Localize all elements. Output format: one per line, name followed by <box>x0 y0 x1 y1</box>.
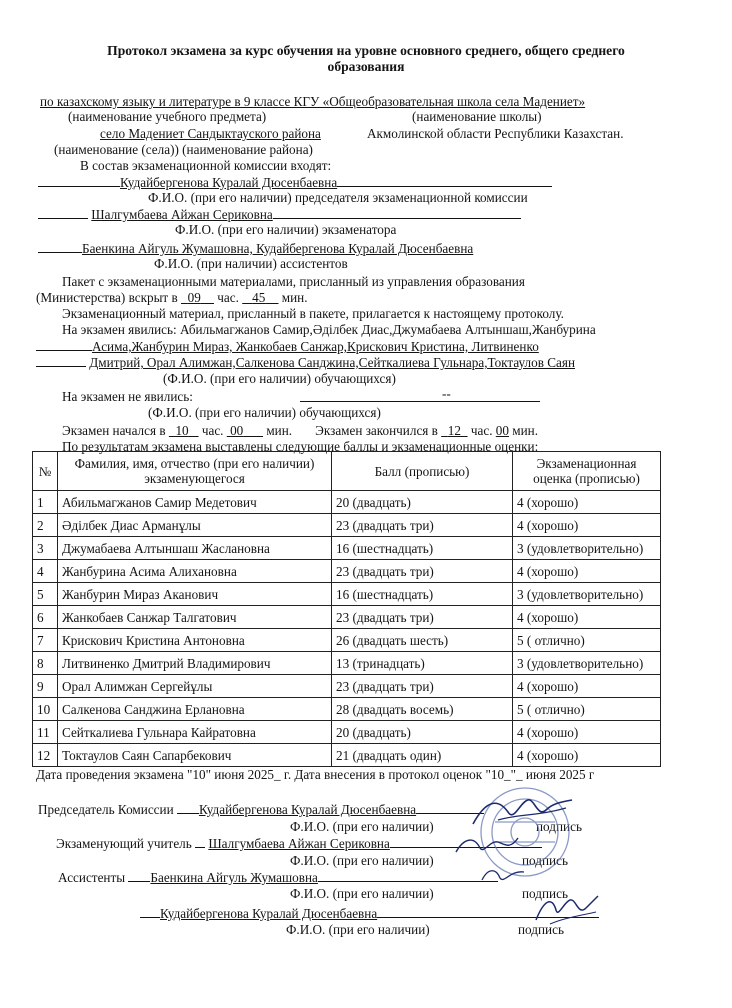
material-line: Экзаменационный материал, присланный в пакете, прилагается к настоящему протоколу. <box>62 306 564 321</box>
header-grade: Экзаменационная оценка (прописью) <box>513 452 661 491</box>
table-header-row <box>33 452 661 491</box>
caption-subject: (наименование учебного предмета) <box>68 109 267 124</box>
grade: 4 (хорошо) <box>513 514 661 537</box>
score: 28 (двадцать восемь) <box>332 698 513 721</box>
student-name: Орал Алимжан Сергейұлы <box>58 675 332 698</box>
score: 16 (шестнадцать) <box>332 583 513 606</box>
start-min-unit: мин. <box>266 423 293 438</box>
row-number: 6 <box>33 606 58 629</box>
appeared-line3: Дмитрий, Орал Алимжан,Салкенова Санджина,Сейткалиева Гульнара,Токтаулов Саян <box>89 355 576 370</box>
score: 23 (двадцать три) <box>332 514 513 537</box>
absent-line <box>300 386 540 406</box>
row-number: 10 <box>33 698 58 721</box>
caption-signature-1: подпись <box>536 819 582 834</box>
caption-assistants: Ф.И.О. (при наличии) ассистентов <box>154 256 348 271</box>
table-row <box>33 675 661 698</box>
table-row <box>33 491 661 514</box>
student-name: Абильмагжанов Самир Медетович <box>58 491 332 514</box>
caption-signature-3: подпись <box>522 886 568 901</box>
exam-time-line <box>62 423 538 439</box>
packet-hour-unit: час. <box>217 290 239 305</box>
score: 26 (двадцать шесть) <box>332 629 513 652</box>
caption-chair: Ф.И.О. (при его наличии) председателя экзаменационной комиссии <box>148 190 528 205</box>
teacher-sign-name: Шалгумбаева Айжан Сериковна <box>208 836 390 851</box>
grade: 4 (хорошо) <box>513 675 661 698</box>
student-name: Жанбурина Асима Алихановна <box>58 560 332 583</box>
student-name: Сейткалиева Гульнара Кайратовна <box>58 721 332 744</box>
appeared-line1: На экзамен явились: Абильмагжанов Самир,Әділбек Диас,Джумабаева Алтыншаш,Жанбурина <box>62 322 596 337</box>
grade: 4 (хорошо) <box>513 491 661 514</box>
end-hour-unit: час. <box>470 423 493 438</box>
caption-absent: (Ф.И.О. (при его наличии) обучающихся) <box>148 405 381 420</box>
score: 23 (двадцать три) <box>332 560 513 583</box>
commission-intro: В состав экзаменационной комиссии входят: <box>80 158 332 173</box>
start-hour-unit: час. <box>201 423 224 438</box>
grade: 4 (хорошо) <box>513 744 661 767</box>
packet-min-unit: мин. <box>281 290 308 305</box>
appeared-line3-wrap <box>36 354 575 371</box>
grade: 5 ( отлично) <box>513 698 661 721</box>
grade: 4 (хорошо) <box>513 721 661 744</box>
table-row <box>33 744 661 767</box>
packet-minute: 45 <box>252 290 266 305</box>
caption-fio-4: Ф.И.О. (при его наличии) <box>286 922 430 937</box>
end-min-unit: мин. <box>512 423 539 438</box>
table-row <box>33 606 661 629</box>
row-number: 5 <box>33 583 58 606</box>
header-score: Балл (прописью) <box>332 452 513 491</box>
absent-label: На экзамен не явились: <box>62 389 193 404</box>
examiner-line <box>38 206 521 223</box>
teacher-sign-label: Экзаменующий учитель <box>56 836 192 851</box>
score: 20 (двадцать) <box>332 721 513 744</box>
assistant1-sign-line <box>58 869 498 886</box>
examiner-name: Шалгумбаева Айжан Сериковна <box>91 207 273 222</box>
start-label: Экзамен начался в <box>62 423 166 438</box>
end-label: Экзамен закончился в <box>315 423 438 438</box>
grade: 3 (удовлетворительно) <box>513 537 661 560</box>
caption-examiner: Ф.И.О. (при его наличии) экзаменатора <box>175 222 397 237</box>
caption-school: (наименование школы) <box>412 109 542 124</box>
header-number: № <box>33 452 58 491</box>
score: 23 (двадцать три) <box>332 675 513 698</box>
protocol-title-line1: Протокол экзамена за курс обучения на уровне основного среднего, общего среднего <box>107 43 625 58</box>
score: 21 (двадцать один) <box>332 744 513 767</box>
grade: 3 (удовлетворительно) <box>513 583 661 606</box>
teacher-signature-icon <box>452 832 522 858</box>
results-table <box>32 451 661 767</box>
table-row <box>33 583 661 606</box>
end-hour: 12 <box>447 423 461 438</box>
grade: 5 ( отлично) <box>513 629 661 652</box>
row-number: 4 <box>33 560 58 583</box>
table-row <box>33 560 661 583</box>
results-intro: По результатам экзамена выставлены следующие баллы и экзаменационные оценки: <box>62 439 539 454</box>
caption-fio-3: Ф.И.О. (при его наличии) <box>290 886 434 901</box>
packet-hour: 09 <box>187 290 201 305</box>
assistant2-sign-name: Кудайбергенова Куралай Дюсенбаевна <box>160 906 378 921</box>
caption-appeared: (Ф.И.О. (при его наличии) обучающихся) <box>163 371 396 386</box>
assistant1-signature-icon <box>478 864 528 886</box>
chair-line <box>38 174 552 191</box>
caption-village-district: (наименование (села)) (наименование района) <box>54 142 313 157</box>
packet-line1: Пакет с экзаменационными материалами, присланный из управления образования <box>62 274 525 289</box>
start-minute: 00 <box>230 423 244 438</box>
table-row <box>33 629 661 652</box>
row-number: 12 <box>33 744 58 767</box>
row-number: 2 <box>33 514 58 537</box>
caption-signature-2: подпись <box>522 853 568 868</box>
row-number: 7 <box>33 629 58 652</box>
row-number: 9 <box>33 675 58 698</box>
score: 23 (двадцать три) <box>332 606 513 629</box>
protocol-title-line2: образования <box>327 59 405 74</box>
end-minute: 00 <box>495 423 509 438</box>
assistants-line <box>38 240 473 257</box>
header-fio: Фамилия, имя, отчество (при его наличии) экзаменующегося <box>58 452 332 491</box>
subject-school-line: по казахскому языку и литературе в 9 классе КГУ «Общеобразовательная школа села Мадениет» <box>40 94 586 109</box>
student-name: Крискович Кристина Антоновна <box>58 629 332 652</box>
score: 16 (шестнадцать) <box>332 537 513 560</box>
chair-signature-icon <box>468 792 578 832</box>
appeared-line2: Асима,Жанбурин Мираз, Жанкобаев Санжар,Крискович Кристина, Литвиненко <box>92 339 539 354</box>
chair-sign-name: Кудайбергенова Куралай Дюсенбаевна <box>198 802 417 817</box>
date-line: Дата проведения экзамена "10" июня 2025_ г. Дата внесения в протокол оценок "10_"_ июня 2025 г <box>36 767 595 782</box>
chair-sign-line <box>38 801 484 818</box>
chair-name: Кудайбергенова Куралай Дюсенбаевна <box>120 175 338 190</box>
start-hour: 10 <box>175 423 189 438</box>
score: 20 (двадцать) <box>332 491 513 514</box>
table-row <box>33 652 661 675</box>
caption-signature-4: подпись <box>518 922 564 937</box>
student-name: Әділбек Диас Арманұлы <box>58 514 332 537</box>
score: 13 (тринадцать) <box>332 652 513 675</box>
student-name: Токтаулов Саян Сапарбекович <box>58 744 332 767</box>
appeared-line2-wrap <box>36 338 539 355</box>
student-name: Жанбурин Мираз Аканович <box>58 583 332 606</box>
table-row <box>33 721 661 744</box>
row-number: 3 <box>33 537 58 560</box>
assistants-names: Баенкина Айгуль Жумашовна, Кудайбергенова Куралай Дюсенбаевна <box>82 241 474 256</box>
table-row <box>33 514 661 537</box>
row-number: 11 <box>33 721 58 744</box>
chair-sign-label: Председатель Комиссии <box>38 802 174 817</box>
table-row <box>33 537 661 560</box>
table-row <box>33 698 661 721</box>
caption-fio-2: Ф.И.О. (при его наличии) <box>290 853 434 868</box>
student-name: Жанкобаев Санжар Талгатович <box>58 606 332 629</box>
packet-line2 <box>36 290 308 306</box>
packet-opened-label: (Министерства) вскрыт в <box>36 290 178 305</box>
assistant2-signature-icon <box>530 890 600 930</box>
row-number: 1 <box>33 491 58 514</box>
student-name: Салкенова Санджина Ерлановна <box>58 698 332 721</box>
region-text: Акмолинской области Республики Казахстан. <box>367 126 624 141</box>
grade: 4 (хорошо) <box>513 606 661 629</box>
grade: 4 (хорошо) <box>513 560 661 583</box>
student-name: Джумабаева Алтыншаш Жаслановна <box>58 537 332 560</box>
assistant1-sign-name: Баенкина Айгуль Жумашовна <box>150 870 318 885</box>
village-district-line: село Мадениет Сандыктауского района <box>100 126 321 141</box>
assistants-sign-label: Ассистенты <box>58 870 126 885</box>
caption-fio-1: Ф.И.О. (при его наличии) <box>290 819 434 834</box>
row-number: 8 <box>33 652 58 675</box>
grade: 3 (удовлетворительно) <box>513 652 661 675</box>
student-name: Литвиненко Дмитрий Владимирович <box>58 652 332 675</box>
absent-value: -- <box>442 386 451 401</box>
